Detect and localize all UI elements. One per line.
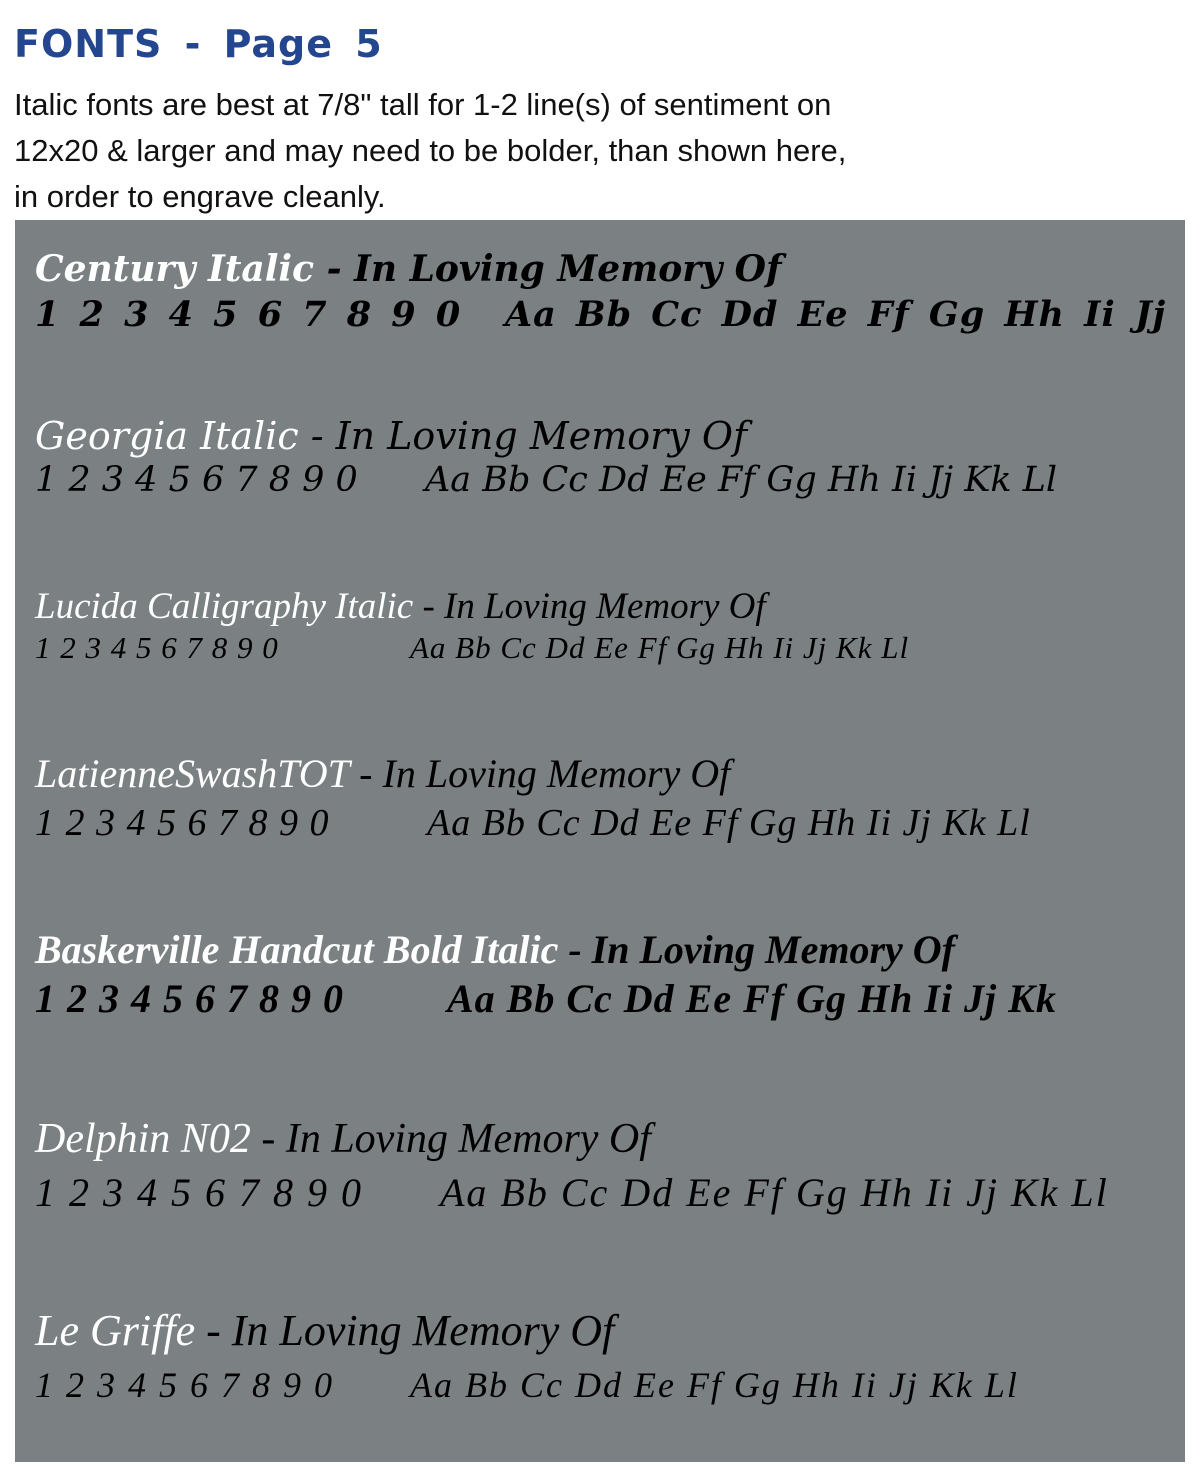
font-name: Baskerville Handcut Bold Italic <box>35 927 559 972</box>
sample-alphabet: Aa Bb Cc Dd Ee Ff Gg Hh Ii Jj Kk Ll <box>427 802 1031 844</box>
sample-heading <box>35 1305 1019 1356</box>
sample-heading <box>35 1115 1109 1163</box>
sample-heading <box>35 414 1057 458</box>
font-sample-delphin-n02 <box>35 1115 1109 1216</box>
font-sample-latienne-swash <box>35 750 1031 845</box>
sample-digits: 1 2 3 4 5 6 7 8 9 0 <box>35 976 344 1021</box>
sample-alphabet: Aa Bb Cc Dd Ee Ff Gg Hh Ii Jj <box>505 294 1167 335</box>
sample-alphabet: Aa Bb Cc Dd Ee Ff Gg Hh Ii Jj Kk <box>447 976 1057 1021</box>
sample-heading <box>35 750 1031 797</box>
font-sample-lucida-calligraphy-italic <box>35 585 909 666</box>
sample-phrase: In Loving Memory Of <box>382 751 731 796</box>
sample-alphabet: Aa Bb Cc Dd Ee Ff Gg Hh Ii Jj Kk Ll <box>410 1365 1019 1405</box>
sample-heading <box>35 926 1057 973</box>
sample-characters <box>35 294 1166 335</box>
sample-digits: 1 2 3 4 5 6 7 8 9 0 <box>35 460 358 500</box>
separator: - <box>250 1116 286 1162</box>
sample-heading <box>35 248 1166 290</box>
font-samples-panel <box>15 220 1185 1462</box>
font-name: Delphin N02 <box>35 1116 251 1162</box>
sample-phrase: In Loving Memory Of <box>444 586 766 627</box>
font-name: LatienneSwashTOT <box>35 751 350 796</box>
font-sample-baskerville-handcut-bold-italic <box>35 926 1057 1022</box>
font-sample-le-griffe <box>35 1305 1019 1406</box>
sample-digits: 1 2 3 4 5 6 7 8 9 0 <box>35 630 279 665</box>
sample-digits: 1 2 3 4 5 6 7 8 9 0 <box>35 1365 334 1405</box>
sample-characters <box>35 801 1031 845</box>
sample-characters <box>35 1364 1019 1406</box>
sample-phrase: In Loving Memory Of <box>335 414 748 458</box>
sample-alphabet: Aa Bb Cc Dd Ee Ff Gg Hh Ii Jj Kk Ll <box>425 460 1058 500</box>
separator: - <box>298 414 336 458</box>
font-name: Georgia Italic <box>35 414 299 458</box>
separator: - <box>413 586 445 627</box>
sample-phrase: In Loving Memory Of <box>354 248 782 290</box>
font-sample-georgia-italic <box>35 414 1057 500</box>
separator: - <box>558 927 592 972</box>
sample-digits: 1 2 3 4 5 6 7 8 9 0 <box>35 1170 363 1215</box>
sample-characters <box>35 460 1057 500</box>
font-sample-century-italic <box>35 248 1166 335</box>
page-title: FONTS - Page 5 <box>14 22 383 66</box>
sample-digits: 1 2 3 4 5 6 7 8 9 0 <box>35 802 330 844</box>
font-name: Century Italic <box>35 248 315 290</box>
separator: - <box>349 751 383 796</box>
intro-line: Italic fonts are best at 7/8" tall for 1-2 line(s) of sentiment on <box>14 87 832 122</box>
sample-alphabet: Aa Bb Cc Dd Ee Ff Gg Hh Ii Jj Kk Ll <box>440 1170 1109 1215</box>
font-name: Lucida Calligraphy Italic <box>35 586 414 627</box>
intro-paragraph <box>14 82 1114 220</box>
sample-phrase: In Loving Memory Of <box>285 1116 651 1162</box>
sample-digits: 1 2 3 4 5 6 7 8 9 0 <box>35 294 462 335</box>
separator: - <box>195 1306 232 1355</box>
sample-characters <box>35 630 909 666</box>
font-name: Le Griffe <box>35 1306 196 1355</box>
sample-phrase: In Loving Memory Of <box>591 927 955 972</box>
sample-phrase: In Loving Memory Of <box>231 1306 615 1355</box>
intro-line: 12x20 & larger and may need to be bolder, than shown here, <box>14 133 847 168</box>
sample-alphabet: Aa Bb Cc Dd Ee Ff Gg Hh Ii Jj Kk Ll <box>410 630 910 665</box>
sample-characters <box>35 975 1057 1022</box>
intro-line: in order to engrave cleanly. <box>14 179 386 214</box>
separator: - <box>314 248 355 290</box>
sample-heading <box>35 585 909 628</box>
sample-characters <box>35 1169 1109 1216</box>
